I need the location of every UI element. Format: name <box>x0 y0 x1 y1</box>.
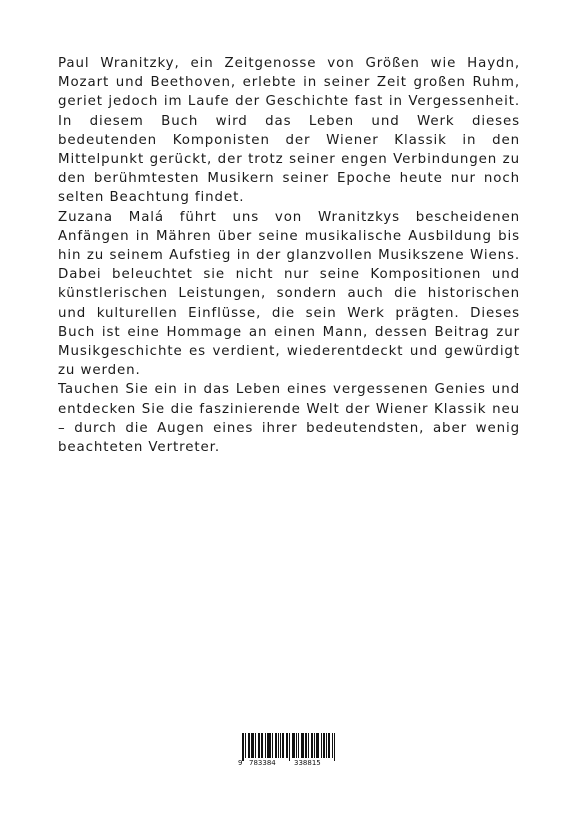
barcode-bar <box>265 733 266 758</box>
barcode-bar <box>303 733 304 758</box>
barcode-digits-left: 783384 <box>249 759 276 767</box>
barcode-bar <box>298 733 299 758</box>
barcode-bar <box>283 733 284 758</box>
barcode-bar <box>242 733 243 761</box>
barcode-bar <box>253 733 254 758</box>
barcode-bar <box>316 733 317 758</box>
barcode-bar <box>280 733 281 758</box>
barcode-bar <box>314 733 315 758</box>
barcode-bar <box>249 733 250 758</box>
barcode-bar <box>252 733 253 758</box>
barcode-bar <box>282 733 283 758</box>
barcode-bar <box>334 733 335 761</box>
isbn-barcode <box>238 733 340 767</box>
barcode-bar <box>328 733 329 758</box>
barcode-bar <box>272 733 273 758</box>
barcode-bar <box>324 733 325 758</box>
barcode-bar <box>270 733 271 758</box>
barcode-bar <box>248 733 249 758</box>
barcode-bar <box>306 733 307 758</box>
blurb-paragraph-3: Tauchen Sie ein in das Leben eines vergessenen Genies und entdecken Sie die faszinierende Welt der Wiener Klassik neu – durch die Augen eines ihrer bedeutendsten, aber wenig beachteten Vertreter. <box>58 382 520 456</box>
barcode-bar <box>293 733 294 758</box>
barcode-bar <box>275 733 276 758</box>
barcode-bar <box>312 733 313 758</box>
barcode-bar <box>305 733 306 758</box>
barcode-bar <box>245 733 246 758</box>
barcode-bar <box>292 733 293 758</box>
barcode-bar <box>329 733 330 758</box>
barcode-bar <box>262 733 263 758</box>
barcode-bar <box>308 733 309 758</box>
barcode-bar <box>318 733 319 758</box>
barcode-bar <box>332 733 333 758</box>
barcode-bar <box>323 733 324 758</box>
barcode-bar <box>301 733 302 758</box>
barcode-bar <box>276 733 277 758</box>
barcode-bar <box>268 733 269 758</box>
barcode-bar <box>296 733 297 758</box>
barcode-bar <box>259 733 260 758</box>
blurb-paragraph-2: Zuzana Malá führt uns von Wranitzkys bescheidenen Anfängen in Mähren über seine musikalische Ausbildung bis hin zu seinem Aufstieg in der glanzvollen Musikszene Wiens. Dabei beleuchtet sie nicht nur seine Kompositionen und künstlerischen Leistungen, sondern auch die historischen und kulturellen Einflüsse, die sein Werk prägten. Dieses Buch ist eine Hommage an einen Mann, dessen Beitrag zur Musikgeschichte es verdient, wiederentdeckt und gewürdigt zu werden. <box>58 209 520 379</box>
barcode-digits-right: 338815 <box>294 759 321 767</box>
blurb-paragraph-1: Paul Wranitzky, ein Zeitgenosse von Größen wie Haydn, Mozart und Beethoven, erlebte in seiner Zeit großen Ruhm, geriet jedoch im Laufe der Geschichte fast in Vergessenheit. In diesem Buch wird das Leben und Werk dieses bedeutenden Komponisten der Wiener Klassik in den Mittelpunkt gerückt, der trotz seiner engen Verbindungen zu den berühmtesten Musikern seiner Epoche heute nur noch selten Beachtung findet. <box>58 56 520 206</box>
barcode-bar <box>326 733 327 758</box>
barcode-bar <box>258 733 259 758</box>
barcode-bar <box>311 733 312 758</box>
barcode-bar <box>278 733 279 758</box>
barcode-bar <box>317 733 318 758</box>
blurb-text <box>58 54 520 457</box>
barcode-bar <box>302 733 303 758</box>
barcode-bar <box>269 733 270 758</box>
barcode-bar <box>267 733 268 758</box>
barcode-bar <box>287 733 288 758</box>
barcode-bar <box>289 733 290 761</box>
barcode-digit-first: 9 <box>238 759 243 767</box>
barcode-bar <box>294 733 295 758</box>
barcode-bar <box>261 733 262 758</box>
barcode-bar <box>321 733 322 758</box>
barcode-bar <box>243 733 244 761</box>
barcode-bars <box>242 733 335 761</box>
barcode-bar <box>255 733 256 758</box>
barcode-bar <box>251 733 252 758</box>
barcode-bar <box>286 733 287 758</box>
